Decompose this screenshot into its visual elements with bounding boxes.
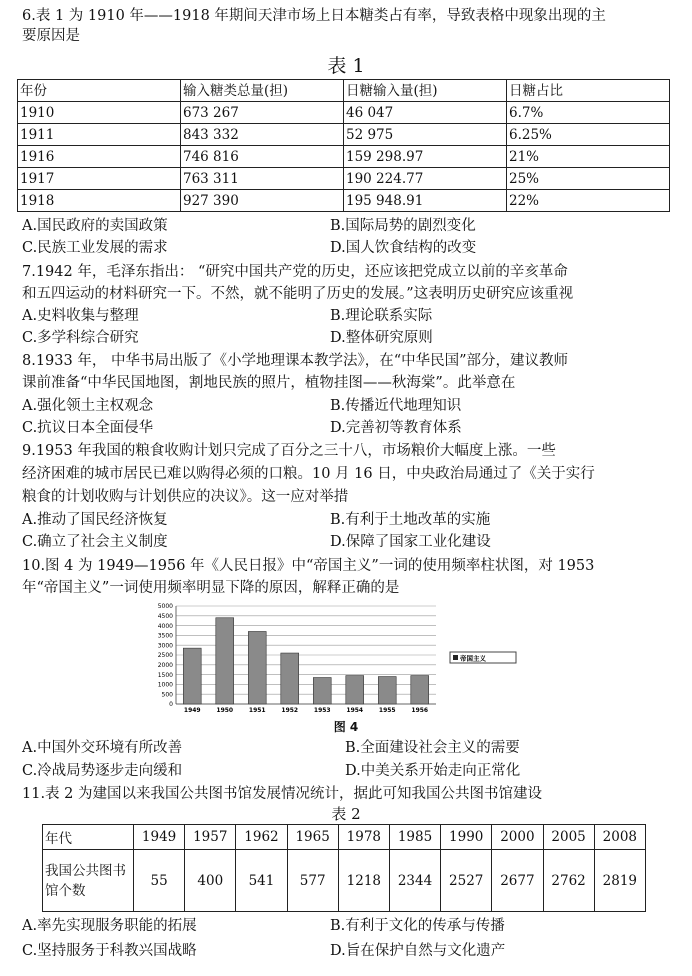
q6-option-c: C.民族工业发展的需求 [22, 240, 168, 256]
y-tick-label: 3500 [157, 632, 173, 640]
q9-stem-line2: 经济困难的城市居民已难以购得必须的口粮。10 月 16 日，中央政治局通过了《关于实行 [22, 466, 595, 482]
table-cell: 400 [185, 850, 236, 912]
q11-option-c: C.坚持服务于科教兴国战略 [22, 943, 197, 959]
table-cell: 1985 [389, 825, 440, 850]
table-cell: 927 390 [181, 190, 344, 212]
table-cell: 1916 [18, 146, 181, 168]
figure4-bar-chart [140, 600, 520, 716]
q10-stem-line1: 10.图 4 为 1949—1956 年《人民日报》中“帝国主义”一词的使用频率柱状图，对 1953 [22, 558, 595, 574]
chart-gridlines [176, 606, 436, 704]
y-tick-label: 1500 [157, 671, 173, 679]
table-cell: 6.25% [507, 124, 670, 146]
table-cell: 195 948.91 [344, 190, 507, 212]
table-cell: 1965 [287, 825, 338, 850]
q7-option-c: C.多学科综合研究 [22, 330, 139, 346]
table1-header-row [18, 80, 670, 102]
table-cell: 1917 [18, 168, 181, 190]
table-cell: 2762 [543, 850, 594, 912]
y-tick-label: 2000 [157, 662, 173, 669]
q8-option-b: B.传播近代地理知识 [330, 398, 462, 414]
table-cell: 159 298.97 [344, 146, 507, 168]
table-cell: 2005 [543, 825, 594, 850]
table-cell: 577 [287, 850, 338, 912]
q6-stem-line2: 要原因是 [22, 28, 80, 44]
bar [346, 676, 364, 704]
q9-stem-line3: 粮食的计划收购与计划供应的决议》。这一应对举措 [22, 489, 349, 505]
bar [281, 653, 299, 704]
q10-option-d: D.中美关系开始走向正常化 [345, 763, 521, 779]
table-row [18, 190, 670, 212]
table-cell: 2008 [594, 825, 645, 850]
table-cell: 1918 [18, 190, 181, 212]
q8-stem-line2: 课前准备“中华民国地图，割地民族的照片，植物挂图——秋海棠”。此举意在 [22, 375, 516, 391]
legend-label: 帝国主义 [460, 654, 486, 663]
x-tick-label: 1951 [248, 707, 266, 714]
table-cell: 55 [134, 850, 185, 912]
q10-stem-line2: 年“帝国主义”一词使用频率明显下降的原因，解释正确的是 [22, 580, 400, 596]
figure4-caption: 图 4 [333, 720, 359, 734]
q8-option-c: C.抗议日本全面侵华 [22, 420, 154, 436]
q9-option-a: A.推动了国民经济恢复 [22, 512, 168, 528]
table-cell: 1218 [338, 850, 389, 912]
bar [248, 631, 266, 704]
x-tick-label: 1956 [411, 707, 429, 714]
x-tick-label: 1953 [313, 707, 331, 714]
q9-option-c: C.确立了社会主义制度 [22, 534, 168, 550]
q11-stem-line1: 11.表 2 为建国以来我国公共图书馆发展情况统计，据此可知我国公共图书馆建设 [22, 786, 543, 802]
table-cell: 1978 [338, 825, 389, 850]
table1-header-cell: 日糖占比 [507, 80, 670, 102]
table-cell: 2819 [594, 850, 645, 912]
q8-stem-line1: 8.1933 年， 中华书局出版了《小学地理课本教学法》，在“中华民国”部分，建议教师 [22, 353, 569, 369]
table-cell: 746 816 [181, 146, 344, 168]
q11-option-d: D.旨在保护自然与文化遗产 [330, 943, 506, 959]
table-cell: 763 311 [181, 168, 344, 190]
table-cell: 25% [507, 168, 670, 190]
bar [216, 618, 234, 704]
y-tick-label: 500 [161, 691, 173, 699]
table-cell: 541 [236, 850, 287, 912]
table-cell: 1962 [236, 825, 287, 850]
q11-option-a: A.率先实现服务职能的拓展 [22, 918, 197, 934]
y-tick-label: 1000 [157, 681, 173, 689]
x-tick-label: 1954 [346, 707, 364, 714]
table-cell: 1949 [134, 825, 185, 850]
y-tick-label: 0 [169, 701, 173, 709]
table-cell: 2000 [492, 825, 543, 850]
table-row [43, 850, 646, 912]
q10-option-b: B.全面建设社会主义的需要 [345, 740, 520, 756]
table-cell: 46 047 [344, 102, 507, 124]
table-cell: 6.7% [507, 102, 670, 124]
q9-stem-line1: 9.1953 年我国的粮食收购计划只完成了百分之三十八，市场粮价大幅度上涨。一些 [22, 443, 556, 459]
x-tick-label: 1949 [183, 707, 201, 714]
y-tick-label: 4500 [157, 613, 173, 620]
q8-option-d: D.完善初等教育体系 [330, 420, 462, 436]
table1-header-cell: 输入糖类总量(担) [181, 80, 344, 102]
bar [378, 677, 396, 704]
table-cell: 1910 [18, 102, 181, 124]
table-cell: 1957 [185, 825, 236, 850]
q6-stem-line1: 6.表 1 为 1910 年——1918 年期间天津市场上日本糖类占有率，导致表格中现象出现的主 [22, 8, 606, 24]
table-cell: 190 224.77 [344, 168, 507, 190]
q9-option-b: B.有利于土地改革的实施 [330, 512, 491, 528]
table-row [18, 168, 670, 190]
y-tick-label: 3000 [157, 642, 173, 650]
q10-option-c: C.冷战局势逐步走向缓和 [22, 763, 183, 779]
bar [411, 676, 429, 704]
table-cell: 2527 [441, 850, 492, 912]
q6-option-d: D.国人饮食结构的改变 [330, 240, 477, 256]
table-row [18, 146, 670, 168]
table-cell: 22% [507, 190, 670, 212]
y-tick-label: 5000 [157, 603, 173, 611]
table-2 [42, 824, 646, 912]
table-cell: 2344 [389, 850, 440, 912]
bar [183, 648, 201, 704]
q6-option-a: A.国民政府的卖国政策 [22, 218, 168, 234]
q7-option-b: B.理论联系实际 [330, 308, 433, 324]
table2-caption: 表 2 [331, 805, 361, 823]
table-cell: 52 975 [344, 124, 507, 146]
q7-option-a: A.史料收集与整理 [22, 308, 139, 324]
table-cell: 1911 [18, 124, 181, 146]
table-1 [17, 79, 670, 212]
q10-option-a: A.中国外交环境有所改善 [22, 740, 183, 756]
chart-x-tick-labels [184, 707, 428, 714]
table2-row-label: 我国公共图书馆个数 [43, 850, 134, 912]
x-tick-label: 1950 [216, 707, 234, 714]
table2-row-label: 年代 [43, 825, 134, 850]
x-tick-label: 1952 [281, 707, 299, 714]
table-cell: 843 332 [181, 124, 344, 146]
q6-option-b: B.国际局势的剧烈变化 [330, 218, 476, 234]
table-row [43, 825, 646, 850]
table1-caption: 表 1 [327, 55, 365, 77]
chart-y-tick-labels [158, 603, 173, 708]
table1-header-cell: 年份 [18, 80, 181, 102]
table1-header-cell: 日糖输入量(担) [344, 80, 507, 102]
chart-bars [183, 618, 428, 704]
table-row [18, 124, 670, 146]
table-cell: 673 267 [181, 102, 344, 124]
x-tick-label: 1955 [378, 707, 396, 714]
y-tick-label: 4000 [157, 622, 173, 630]
q7-option-d: D.整体研究原则 [330, 330, 433, 346]
table-cell: 2677 [492, 850, 543, 912]
q9-option-d: D.保障了国家工业化建设 [330, 534, 491, 550]
y-tick-label: 2500 [157, 652, 173, 660]
q7-stem-line1: 7.1942 年，毛泽东指出： “研究中国共产党的历史，还应该把党成立以前的辛亥革命 [22, 264, 568, 280]
q7-stem-line2: 和五四运动的材料研究一下。不然，就不能明了历史的发展。”这表明历史研究应该重视 [22, 286, 574, 302]
table-cell: 21% [507, 146, 670, 168]
q8-option-a: A.强化领土主权观念 [22, 398, 154, 414]
legend-swatch [453, 655, 458, 660]
table-cell: 1990 [441, 825, 492, 850]
table-row [18, 102, 670, 124]
q11-option-b: B.有利于文化的传承与传播 [330, 918, 505, 934]
bar [313, 678, 331, 704]
